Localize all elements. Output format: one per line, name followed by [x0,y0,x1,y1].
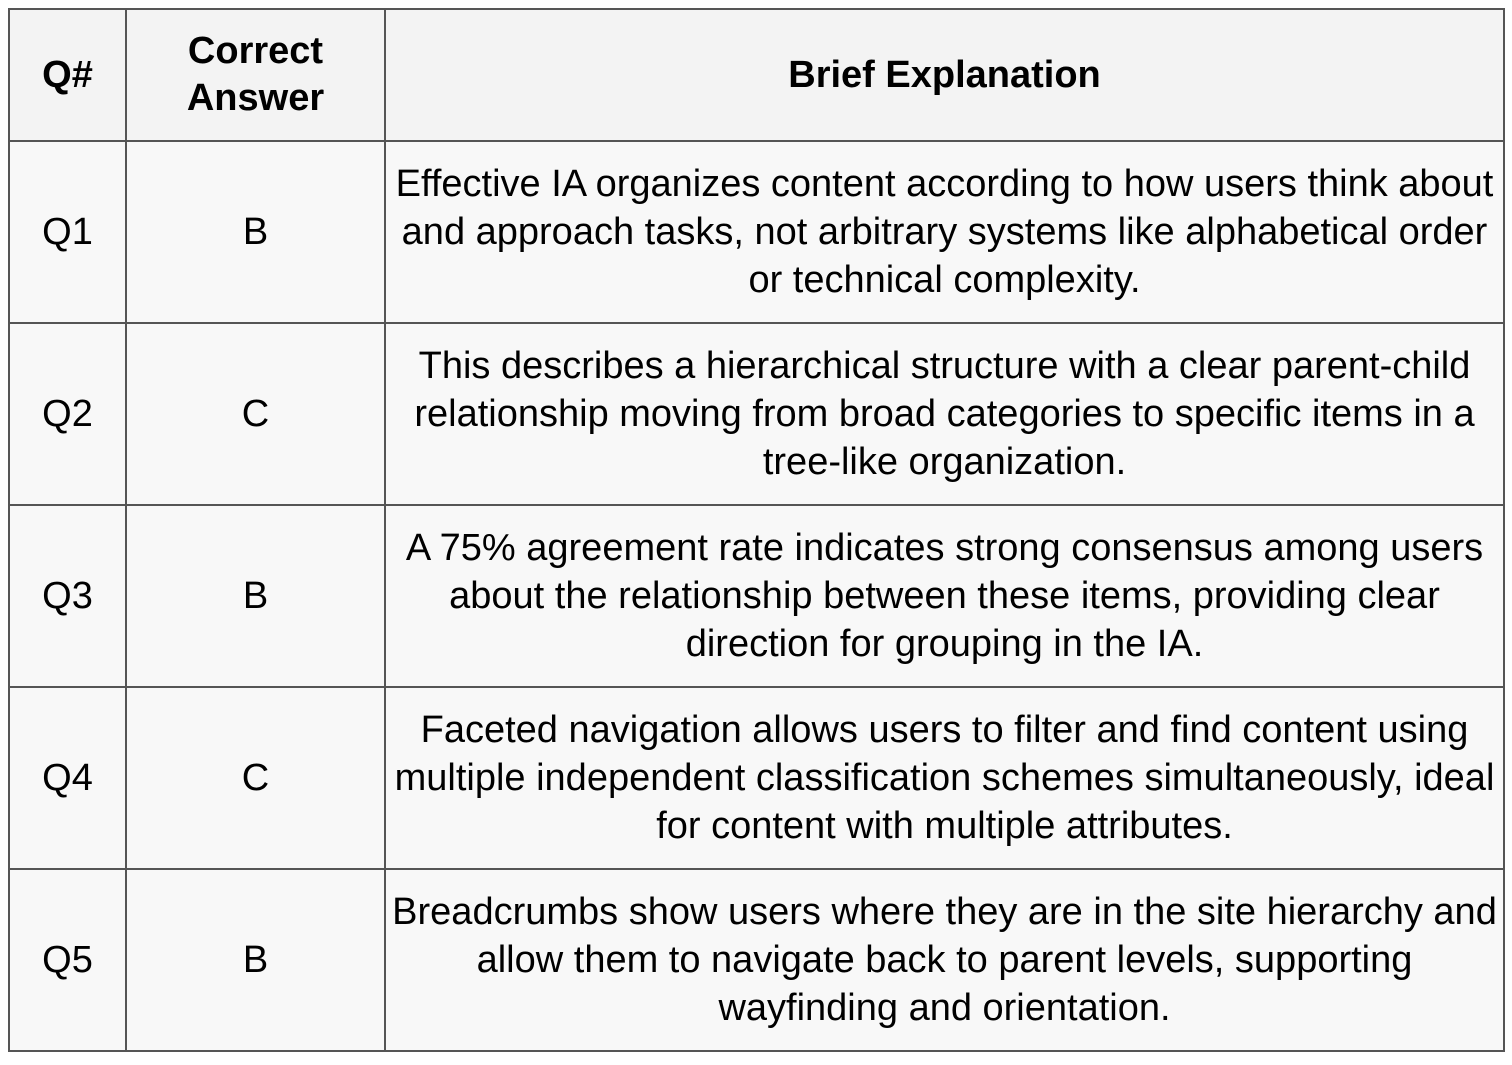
table-header [9,9,1504,141]
explanation-cell: Breadcrumbs show users where they are in the site hierarchy and allow them to navigate back to parent levels, supporting wayfinding and orientation. [385,869,1504,1051]
explanation-cell: Faceted navigation allows users to filter and find content using multiple independent classification schemes simultaneously, ideal for content with multiple attributes. [385,687,1504,869]
correct-answer-cell: B [126,869,385,1051]
explanation-cell: A 75% agreement rate indicates strong consensus among users about the relationship between these items, providing clear direction for grouping in the IA. [385,505,1504,687]
table-body [9,141,1504,1051]
table-row [9,687,1504,869]
answer-key-table [8,8,1505,1052]
question-number-cell: Q4 [9,687,126,869]
header-brief-explanation: Brief Explanation [385,9,1504,141]
header-correct-answer [126,9,385,141]
table-row [9,323,1504,505]
question-number-cell: Q5 [9,869,126,1051]
question-number-cell: Q1 [9,141,126,323]
correct-answer-cell: B [126,141,385,323]
explanation-cell: This describes a hierarchical structure with a clear parent-child relationship moving from broad categories to specific items in a tree-like organization. [385,323,1504,505]
header-row [9,9,1504,141]
question-number-cell: Q3 [9,505,126,687]
header-correct-answer-line1: Correct [187,30,324,72]
correct-answer-cell: C [126,687,385,869]
question-number-cell: Q2 [9,323,126,505]
explanation-cell: Effective IA organizes content according to how users think about and approach tasks, not arbitrary systems like alphabetical order or technical complexity. [385,141,1504,323]
correct-answer-cell: C [126,323,385,505]
table-row [9,869,1504,1051]
header-correct-answer-line2: Answer [186,77,325,119]
correct-answer-cell: B [126,505,385,687]
table-row [9,141,1504,323]
header-question-number: Q# [9,9,126,141]
table-row [9,505,1504,687]
